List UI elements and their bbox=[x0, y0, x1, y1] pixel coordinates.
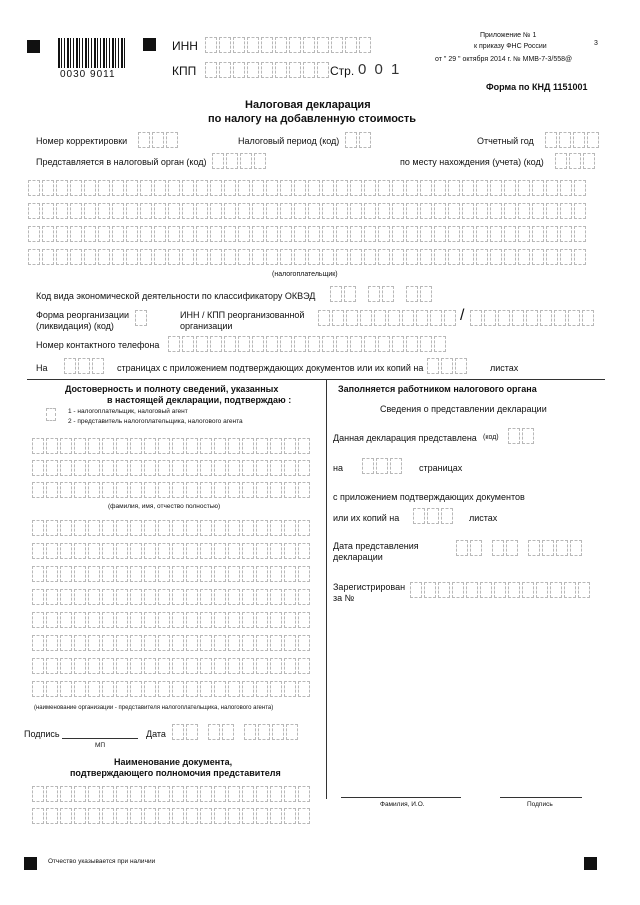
submitted-code-label: (код) bbox=[483, 434, 499, 441]
taxpayer-row-3[interactable] bbox=[28, 226, 588, 242]
right-heading: Заполняется работником налогового органа bbox=[338, 384, 537, 394]
org-row-8[interactable] bbox=[32, 681, 312, 697]
org-row-6[interactable] bbox=[32, 635, 312, 651]
reporting-year-label: Отчетный год bbox=[477, 136, 534, 146]
left-heading-2: в настоящей декларации, подтверждаю : bbox=[107, 395, 292, 405]
registered-1: Зарегистрирован bbox=[333, 582, 406, 592]
inn-cells[interactable] bbox=[205, 37, 373, 53]
registered-cells[interactable] bbox=[410, 582, 592, 598]
reporting-year-cells[interactable] bbox=[545, 132, 601, 148]
phone-label: Номер контактного телефона bbox=[36, 340, 160, 350]
right-sheets-cells[interactable] bbox=[413, 508, 455, 524]
footer-note: Отчество указывается при наличии bbox=[48, 858, 156, 865]
tax-period-cells[interactable] bbox=[345, 132, 373, 148]
doc-row-1[interactable] bbox=[32, 786, 312, 802]
tax-authority-label: Представляется в налоговый орган (код) bbox=[36, 157, 207, 167]
right-signature-label: Подпись bbox=[527, 801, 553, 808]
tax-period-label: Налоговый период (код) bbox=[238, 136, 340, 146]
taxpayer-row-2[interactable] bbox=[28, 203, 588, 219]
okved-label: Код вида экономической деятельности по классификатору ОКВЭД bbox=[36, 291, 316, 301]
reorg-slash: / bbox=[460, 307, 465, 324]
signer-type-cell[interactable] bbox=[46, 408, 57, 421]
reorg-inn-label-1: ИНН / КПП реорганизованной bbox=[180, 310, 305, 320]
barcode-number: 0030 9011 bbox=[60, 69, 116, 80]
signer-option-2: 2 - представитель налогоплательщика, налогового агента bbox=[68, 418, 243, 425]
signature-label: Подпись bbox=[24, 729, 60, 739]
org-row-1[interactable] bbox=[32, 520, 312, 536]
appendix-line1: Приложение № 1 bbox=[480, 32, 537, 39]
mp-label: МП bbox=[95, 742, 106, 749]
signature-line[interactable] bbox=[62, 738, 138, 739]
right-pages-cells[interactable] bbox=[362, 458, 404, 474]
page-value: 0 0 1 bbox=[358, 61, 402, 78]
reorg-inn-cells[interactable] bbox=[318, 310, 458, 326]
date-label: Дата bbox=[146, 729, 166, 739]
org-row-3[interactable] bbox=[32, 566, 312, 582]
title-line2: по налогу на добавленную стоимость bbox=[208, 113, 417, 125]
surname-label: Фамилия, И.О. bbox=[380, 801, 425, 808]
location-cells[interactable] bbox=[555, 153, 597, 169]
location-label: по месту нахождения (учета) (код) bbox=[400, 157, 544, 167]
right-pages-label: страницах bbox=[419, 463, 463, 473]
form-code: Форма по КНД 1151001 bbox=[486, 82, 588, 92]
barcode bbox=[58, 38, 126, 68]
appendix-line2: к приказу ФНС России bbox=[474, 43, 547, 50]
org-row-7[interactable] bbox=[32, 658, 312, 674]
title-line1: Налоговая декларация bbox=[245, 99, 371, 111]
tax-authority-cells[interactable] bbox=[212, 153, 268, 169]
doc-heading-1: Наименование документа, bbox=[114, 757, 233, 767]
column-divider bbox=[326, 379, 327, 799]
corner-marker-bottom-right bbox=[584, 857, 597, 870]
reorg-form-cells[interactable] bbox=[135, 310, 149, 326]
date-cells[interactable] bbox=[172, 724, 300, 740]
right-on-label: на bbox=[333, 463, 343, 473]
pages-text: страницах с приложением подтверждающих документов или их копий на bbox=[117, 363, 424, 373]
corner-marker-top-mid bbox=[143, 38, 156, 51]
sheets-label: листах bbox=[490, 363, 519, 373]
on-label: На bbox=[36, 363, 48, 373]
okved-cells[interactable] bbox=[330, 286, 434, 302]
submitted-code-cells[interactable] bbox=[508, 428, 536, 444]
reorg-form-label-2: (ликвидация) (код) bbox=[36, 321, 114, 331]
org-row-5[interactable] bbox=[32, 612, 312, 628]
sheets-cells[interactable] bbox=[427, 358, 469, 374]
doc-heading-2: подтверждающего полномочия представителя bbox=[70, 768, 281, 778]
doc-row-2[interactable] bbox=[32, 808, 312, 824]
phone-cells[interactable] bbox=[168, 336, 448, 352]
signer-name-row-1[interactable] bbox=[32, 438, 312, 454]
kpp-cells[interactable] bbox=[205, 62, 331, 78]
taxpayer-row-4[interactable] bbox=[28, 249, 588, 265]
date-submitted-1: Дата представления bbox=[333, 541, 419, 551]
or-copies-label: или их копий на bbox=[333, 513, 400, 523]
correction-number-cells[interactable] bbox=[138, 132, 180, 148]
right-signature-line[interactable] bbox=[500, 797, 582, 798]
taxpayer-caption: (налогоплательщик) bbox=[272, 271, 338, 278]
section-divider bbox=[27, 379, 605, 380]
corner-marker-bottom-left bbox=[24, 857, 37, 870]
appendix-number: 3 bbox=[594, 40, 598, 47]
signer-name-row-3[interactable] bbox=[32, 482, 312, 498]
reorg-kpp-cells[interactable] bbox=[470, 310, 596, 326]
kpp-label: КПП bbox=[172, 64, 197, 78]
inn-label: ИНН bbox=[172, 39, 198, 53]
signer-name-row-2[interactable] bbox=[32, 460, 312, 476]
reorg-inn-label-2: организации bbox=[180, 321, 233, 331]
org-row-2[interactable] bbox=[32, 543, 312, 559]
page-label: Стр. bbox=[330, 64, 355, 78]
left-heading-1: Достоверность и полноту сведений, указанных bbox=[65, 384, 279, 394]
correction-number-label: Номер корректировки bbox=[36, 136, 128, 146]
corner-marker-top-left bbox=[27, 40, 40, 53]
date-submitted-cells[interactable] bbox=[456, 540, 584, 556]
surname-line[interactable] bbox=[341, 797, 461, 798]
registered-2: за № bbox=[333, 593, 355, 603]
appendix-line3: от " 29 " октября 2014 г. № ММВ-7-3/558@ bbox=[435, 56, 573, 63]
submitted-label: Данная декларация представлена bbox=[333, 433, 477, 443]
name-caption: (фамилия, имя, отчество полностью) bbox=[108, 503, 221, 510]
org-caption: (наименование организации - представителя налогоплательщика, налогового агента) bbox=[34, 705, 274, 711]
right-subheading: Сведения о представлении декларации bbox=[380, 404, 547, 414]
date-submitted-2: декларации bbox=[333, 552, 383, 562]
reorg-form-label-1: Форма реорганизации bbox=[36, 310, 129, 320]
signer-option-1: 1 - налогоплательщик, налоговый агент bbox=[68, 408, 188, 415]
taxpayer-row-1[interactable] bbox=[28, 180, 588, 196]
pages-cells[interactable] bbox=[64, 358, 106, 374]
org-row-4[interactable] bbox=[32, 589, 312, 605]
right-sheets-label: листах bbox=[469, 513, 498, 523]
with-docs-label: с приложением подтверждающих документов bbox=[333, 492, 525, 502]
